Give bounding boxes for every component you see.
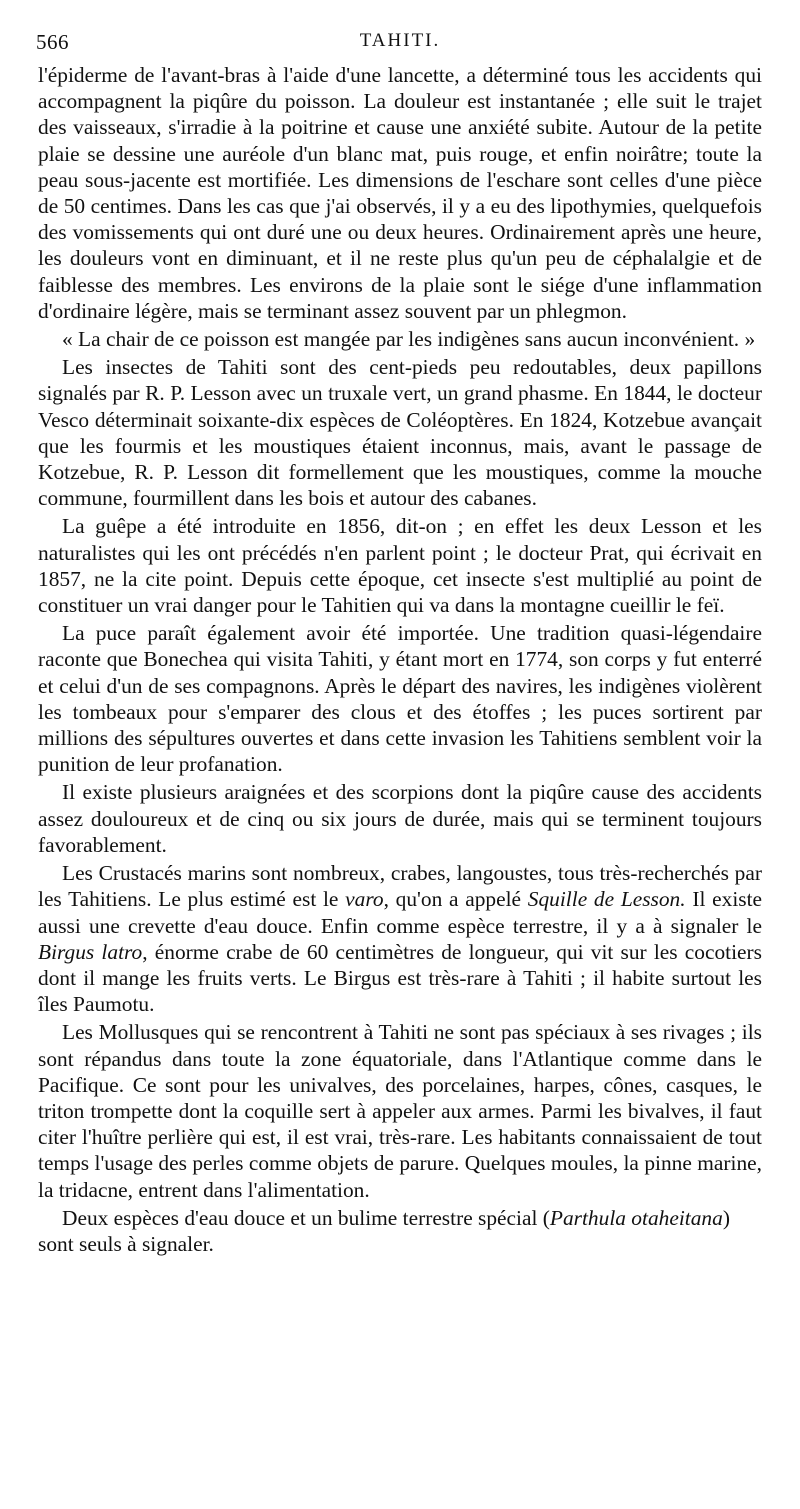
italic-term: Parthula otaheitana: [549, 1205, 723, 1230]
text-segment: Deux espèces d'eau douce et un bulime terrestre spécial (: [62, 1205, 550, 1230]
paragraph: [38, 1205, 762, 1257]
text-segment: La puce paraît également avoir été importée. Une tradition quasi-légendaire raconte que Bonechea qui visita Tahiti, y étant mort en 1774, son corps y fut enterré et celui d'un de ses compagnons. Après le départ des navires, les indigènes violèrent les tombeaux pour s'emparer des clous et des étoffes ; les puces sortirent par millions des sépultures ouvertes et dans cette invasion les Tahitiens semblent voir la punition de leur profanation.: [38, 621, 762, 777]
paragraph: [38, 1019, 762, 1202]
paragraph: [38, 326, 762, 352]
text-segment: , qu'on a appelé: [383, 887, 528, 912]
paragraph: [38, 860, 762, 1017]
italic-term: Squille de Lesson.: [527, 887, 686, 912]
text-segment: l'épiderme de l'avant-bras à l'aide d'une lancette, a déterminé tous les accidents qui accompagnent la piqûre du poisson. La douleur est instantanée ; elle suit le trajet des vaisseaux, s'irradie à la poitrine et cause une anxiété subite. Autour de la petite plaie se dessine une auréole d'un blanc mat, puis rouge, et enfin noirâtre; toute la peau sous-jacente est mortifiée. Les dimensions de l'eschare sont celles d'une pièce de 50 centimes. Dans les cas que j'ai observés, il y a eu des lipothymies, quelquefois des vomissements qui ont duré une ou deux heures. Ordinairement après une heure, les douleurs vont en diminuant, et il ne reste plus qu'un peu de céphalalgie et de faiblesse des membres. Les environs de la plaie sont le siége d'une inflammation d'ordinaire légère, mais se terminant assez souvent par un phlegmon.: [38, 63, 762, 323]
body-text: [38, 62, 762, 1259]
paragraph: [38, 620, 762, 777]
text-segment: Les Crustacés marins sont nombreux, crabes, langoustes, tous très-recherchés par les Tahitiens. Le plus estimé est le: [38, 861, 762, 912]
text-segment: Il existe aussi une crevette d'eau douce. Enfin comme espèce terrestre, il y a à signaler le: [38, 887, 763, 938]
paragraph: [38, 62, 762, 324]
paragraph: [38, 513, 762, 618]
text-segment: , énorme crabe de 60 centimètres de longueur, qui vit sur les cocotiers dont il mange les fruits verts. Le Birgus est très-rare à Tahiti ; il habite surtout les îles Paumotu.: [38, 939, 762, 1017]
text-segment: ) sont seuls à signaler.: [38, 1205, 730, 1256]
text-segment: Il existe plusieurs araignées et des scorpions dont la piqûre cause des accidents assez douloureux et de cinq ou six jours de durée, mais qui se terminent toujours favorablement.: [38, 780, 762, 857]
text-segment: La guêpe a été introduite en 1856, dit-on ; en effet les deux Lesson et les naturalistes qui les ont précédés n'en parlent point ; le docteur Prat, qui écrivait en 1857, ne la cite point. Depuis cette époque, cet insecte s'est multiplié au point de constituer un vrai danger pour le Tahitien qui va dans la montagne cueillir le feï.: [38, 514, 762, 618]
text-segment: Les Mollusques qui se rencontrent à Tahiti ne sont pas spéciaux à ses rivages ; ils sont répandus dans toute la zone équatoriale, dans l'Atlantique comme dans le Pacifique. Ce sont pour les univalves, des porcelaines, harpes, cônes, casques, le triton trompette dont la coquille sert à appeler aux armes. Parmi les bivalves, il faut citer l'huître perlière qui est, il est vrai, très-rare. Les habitants connaissaient de tout temps l'usage des perles comme objets de parure. Quelques moules, la pinne marine, la tridacne, entrent dans l'alimentation.: [38, 1020, 762, 1202]
paragraph: [38, 779, 762, 858]
text-segment: « La chair de ce poisson est mangée par les indigènes sans aucun inconvénient. »: [62, 327, 756, 352]
italic-term: Birgus latro: [38, 939, 143, 964]
italic-term: varo: [345, 887, 384, 912]
text-segment: Les insectes de Tahiti sont des cent-pieds peu redoutables, deux papillons signalés par R. P. Lesson avec un truxale vert, un grand phasme. En 1844, le docteur Vesco déterminait soixante-dix espèces de Coléoptères. En 1824, Kotzebue avançait que les fourmis et les moustiques étaient inconnus, mais, avant le passage de Kotzebue, R. P. Lesson dit formellement que les moustiques, comme la mouche commune, fourmillent dans les bois et autour des cabanes.: [38, 355, 762, 511]
running-title: TAHITI.: [359, 30, 441, 51]
paragraph: [38, 354, 762, 511]
page-header: [36, 30, 764, 60]
page-number: 566: [36, 30, 69, 54]
